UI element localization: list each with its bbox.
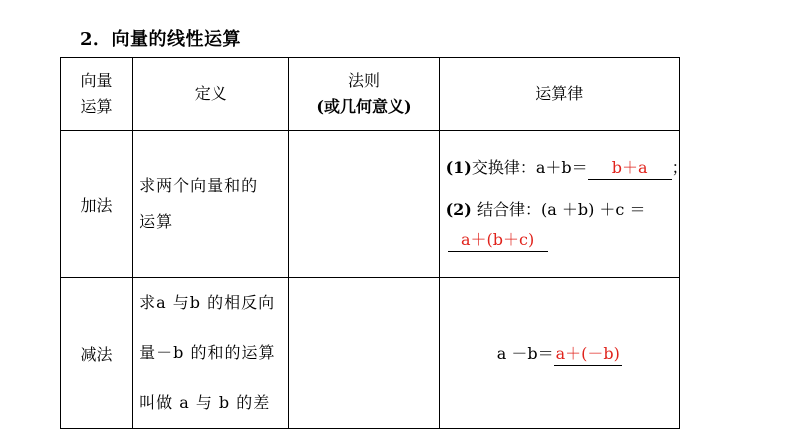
table-header-row	[61, 58, 680, 131]
laws-subtraction: a －b＝ a＋(－b)	[439, 278, 679, 429]
answer-commutative: b＋a	[588, 157, 672, 180]
answer-subtraction: a＋(－b)	[554, 343, 622, 366]
answer-associative: a＋(b＋c)	[448, 229, 548, 252]
operation-name-addition: 加法	[61, 131, 133, 278]
rule-subtraction	[289, 278, 439, 429]
definition-addition: 求两个向量和的 运算	[133, 131, 289, 278]
table-row-addition	[61, 131, 680, 278]
header-operation: 向量 运算	[61, 58, 133, 131]
laws-addition	[439, 131, 688, 278]
definition-subtraction: 求a 与b 的相反向 量－b 的和的运算 叫做 a 与 b 的差	[133, 278, 289, 429]
rule-addition	[289, 131, 439, 278]
operation-name-subtraction: 减法	[61, 278, 133, 429]
header-definition: 定义	[133, 58, 289, 131]
linear-operations-table	[60, 57, 688, 429]
law-associative: (2) 结合律：(a ＋b) ＋c ＝	[445, 200, 646, 219]
law-commutative: (1)交换律：a＋b＝ b＋a ；	[446, 156, 671, 180]
header-rule: 法则 (或几何意义)	[289, 58, 439, 131]
section-heading: 2．向量的线性运算	[80, 29, 242, 50]
header-laws: 运算律	[439, 58, 679, 131]
table-row-subtraction	[61, 278, 680, 429]
